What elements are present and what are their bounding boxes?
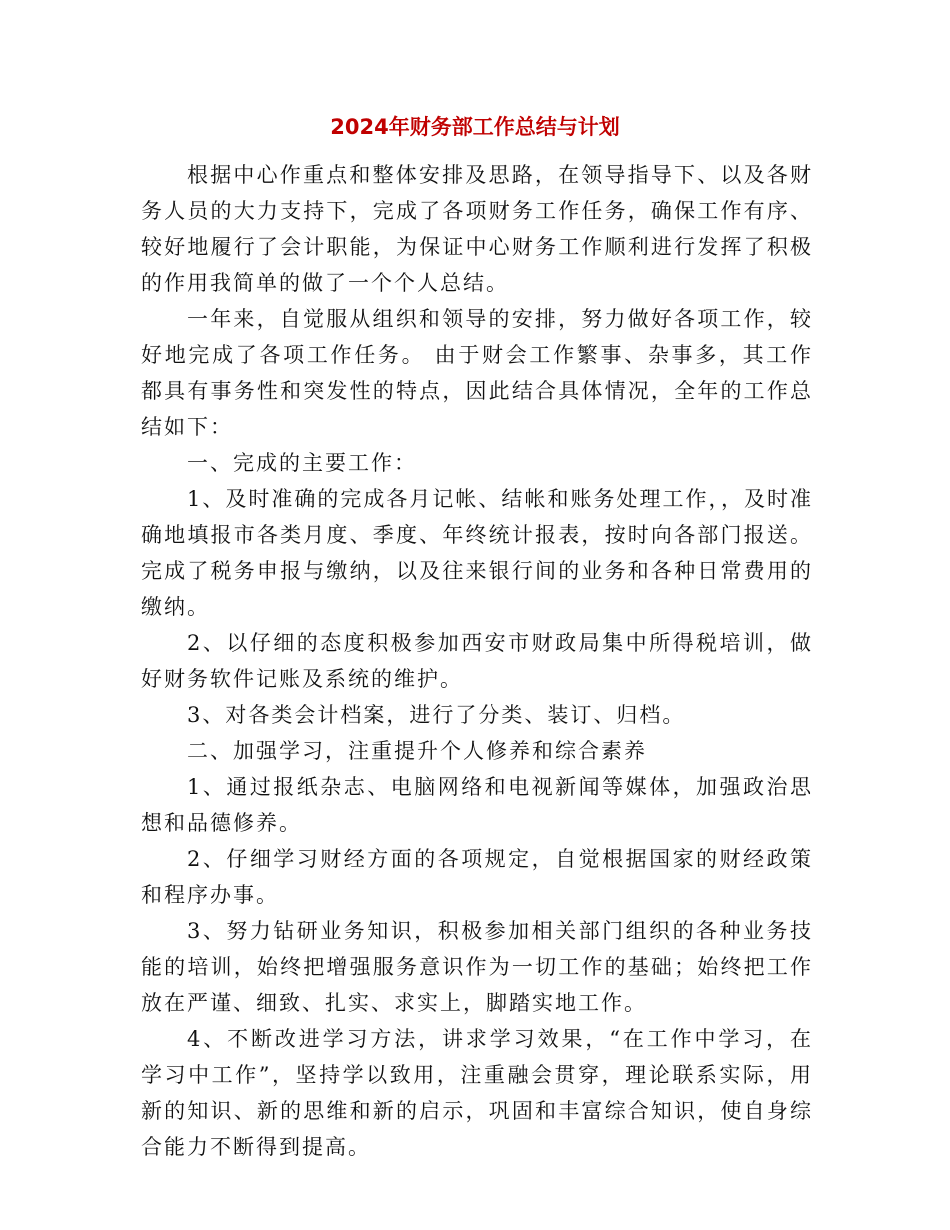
list-item: 2、以仔细的态度积极参加西安市财政局集中所得税培训，做好财务软件记账及系统的维护。 — [141, 631, 813, 691]
list-item: 4、不断改进学习方法，讲求学习效果，“在工作中学习，在学习中工作”，坚持学以致用，注重融会贯穿，理论联系实际，用新的知识、新的思维和新的启示，巩固和丰富综合知识，使自身综合能力不断得到提高。 — [141, 1027, 813, 1159]
paragraph: 一年来，自觉服从组织和领导的安排，努力做好各项工作，较好地完成了各项工作任务。 由于财会工作繁事、杂事多，其工作都具有事务性和突发性的特点，因此结合具体情况，全年的工作总结如下： — [141, 307, 813, 439]
section-heading: 一、完成的主要工作： — [187, 451, 417, 475]
document-title: 2024年财务部工作总结与计划 — [330, 115, 620, 139]
list-item: 1、及时准确的完成各月记帐、结帐和账务处理工作，，及时准确地填报市各类月度、季度、年终统计报表，按时向各部门报送。完成了税务申报与缴纳，以及往来银行间的业务和各种日常费用的缴纳。 — [141, 487, 813, 619]
list-item: 3、对各类会计档案，进行了分类、装订、归档。 — [187, 703, 686, 727]
list-item: 3、努力钻研业务知识，积极参加相关部门组织的各种业务技能的培训，始终把增强服务意识作为一切工作的基础；始终把工作放在严谨、细致、扎实、求实上，脚踏实地工作。 — [141, 919, 813, 1015]
list-item: 2、仔细学习财经方面的各项规定，自觉根据国家的财经政策和程序办事。 — [141, 847, 813, 907]
list-item: 1、通过报纸杂志、电脑网络和电视新闻等媒体，加强政治思想和品德修养。 — [141, 775, 813, 835]
section-heading: 二、加强学习，注重提升个人修养和综合素养 — [187, 739, 647, 763]
paragraph: 根据中心作重点和整体安排及思路，在领导指导下、以及各财务人员的大力支持下，完成了各项财务工作任务，确保工作有序、较好地履行了会计职能，为保证中心财务工作顺利进行发挥了积极的作用我简单的做了一个个人总结。 — [141, 163, 813, 295]
document-body — [141, 157, 813, 1165]
